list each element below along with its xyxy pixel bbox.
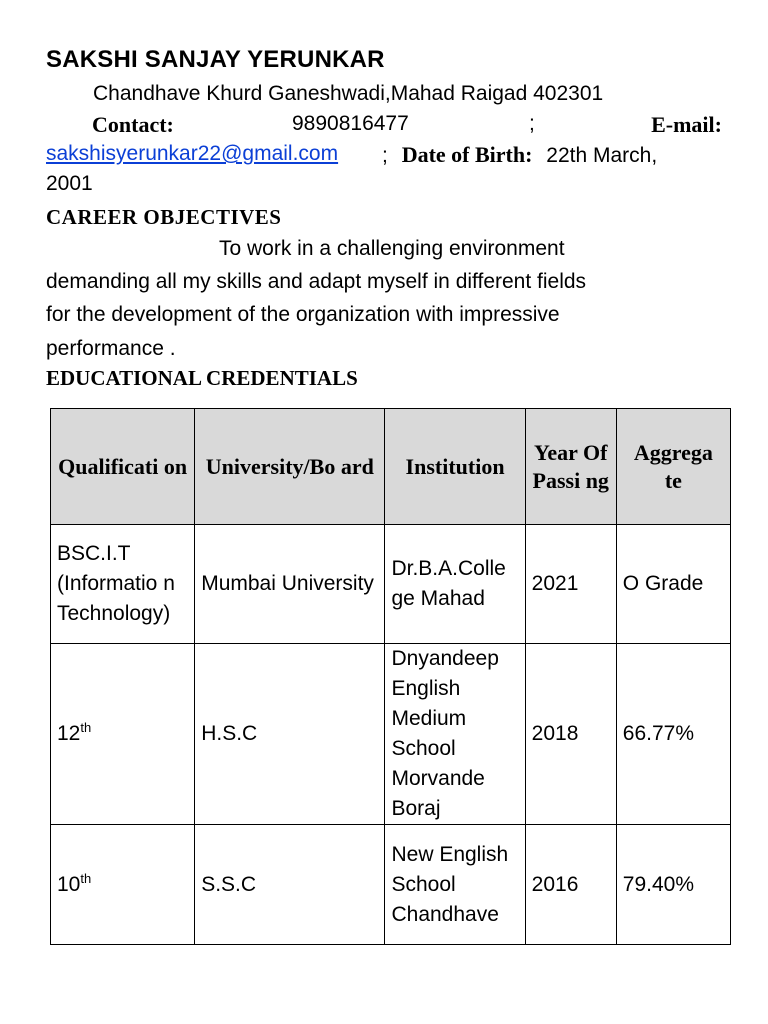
separator: ; [382,144,388,167]
contact-label: Contact: [92,112,174,137]
educational-credentials-heading: EDUCATIONAL CREDENTIALS [46,366,358,390]
objective-line: demanding all my skills and adapt myself in different fields [46,270,587,293]
table-row [51,644,731,825]
objective-line: for the development of the organization with impressive [46,303,560,326]
email-dob-line [46,142,722,170]
cell-aggregate: O Grade [616,525,730,644]
contact-line [46,112,722,140]
address: Chandhave Khurd Ganeshwadi,Mahad Raigad 402301 [93,82,604,105]
dob-value: 22th March, [546,144,658,167]
cell-year: 2018 [525,644,616,825]
column-header-year: Year Of Passi ng [525,409,616,525]
table-row [51,825,731,945]
cell-aggregate: 79.40% [616,825,730,945]
table-header-row [51,409,731,525]
cell-university: S.S.C [195,825,385,945]
cell-university: Mumbai University [195,525,385,644]
objective-line: performance . [46,337,176,360]
cell-year: 2016 [525,825,616,945]
phone-number: 9890816477 [292,112,409,135]
dob-group [382,142,657,168]
column-header-qualification: Qualificati on [51,409,195,525]
cell-qualification: 10th [51,825,195,945]
email-label: E-mail: [651,112,722,137]
cell-aggregate: 66.77% [616,644,730,825]
column-header-institution: Institution [385,409,525,525]
cell-university: H.S.C [195,644,385,825]
email-link[interactable]: sakshisyerunkar22@gmail.com [46,142,339,165]
separator: ; [529,112,535,135]
career-objectives-heading: CAREER OBJECTIVES [46,205,282,229]
dob-label: Date of Birth: [401,142,533,167]
cell-year: 2021 [525,525,616,644]
cell-qualification: BSC.I.T (Informatio n Technology) [51,525,195,644]
column-header-aggregate: Aggrega te [616,409,730,525]
education-table [50,408,731,945]
table-row [51,525,731,644]
objective-line: To work in a challenging environment [219,237,565,260]
cell-institution: Dnyandeep English Medium School Morvande Boraj [385,644,525,825]
cell-institution: New English School Chandhave [385,825,525,945]
column-header-university: University/Bo ard [195,409,385,525]
dob-year: 2001 [46,172,93,195]
resume-name: SAKSHI SANJAY YERUNKAR [46,46,385,73]
cell-qualification: 12th [51,644,195,825]
cell-institution: Dr.B.A.Colle ge Mahad [385,525,525,644]
